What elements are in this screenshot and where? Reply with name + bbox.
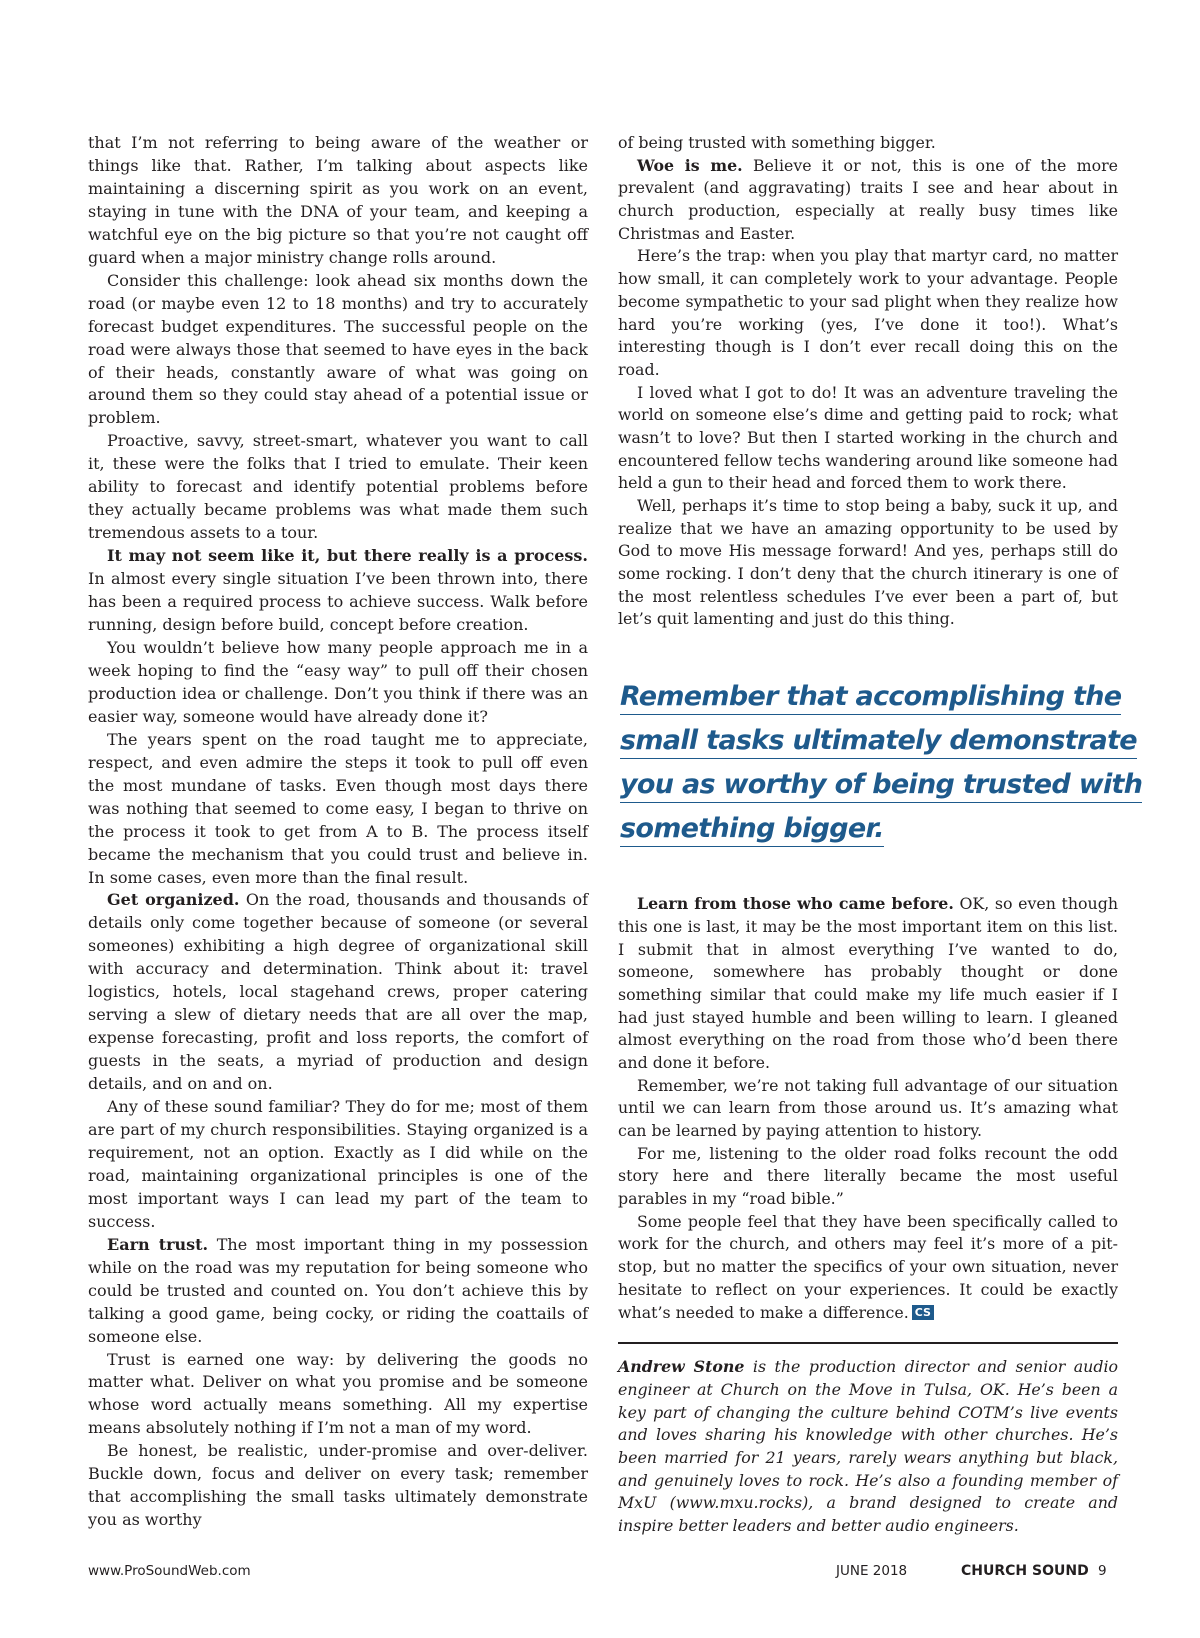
- left-column: [88, 132, 588, 1532]
- author-bio: Andrew Stone is the production director and senior audio engineer at Church on the Move in Tulsa, OK. He’s been a key part of changing the culture behind COTM’s live events and loves sharing his knowledge with other churches. He’s been married for 21 years, rarely wears anything but black, and genuinely loves to rock. He’s also a founding member of MxU (www.mxu.rocks), a brand designed to create and inspire better leaders and better audio engineers.: [618, 1357, 1119, 1535]
- paragraph: The years spent on the road taught me to appreciate, respect, and even admire the steps it took to pull off even the most mundane of tasks. Even though most days there was nothing that seemed to come easy, I began to thrive on the process it took to get from A to B. The process itself became the mechanism that you could trust and believe in. In some cases, even more than the final result.: [88, 729, 588, 887]
- paragraph: Be honest, be realistic, under-promise and over-deliver. Buckle down, focus and deliver on every task; remember that accomplishing the small tasks ultimately demonstrate you as worthy: [88, 1441, 588, 1530]
- spacer: [618, 631, 1118, 665]
- paragraph: I loved what I got to do! It was an adventure traveling the world on someone else’s dime and getting paid to rock; what wasn’t to love? But then I started working in the church and encountered fellow techs wandering around like someone had held a gun to their head and forced them to work there.: [618, 382, 1118, 493]
- paragraph: Any of these sound familiar? They do for me; most of them are part of my church responsibilities. Staying organized is a requirement, not an option. Exactly as I did while on the road, maintaining organizational principles is one of the most important ways I can lead my part of the team to success.: [88, 1097, 588, 1231]
- section-heading: Get organized.: [107, 890, 240, 910]
- section-paragraph-woe: Woe is me. Believe it or not, this is one of the more prevalent (and aggravating) traits I see and hear about in church production, especially at really busy times like Christmas and Easter.: [618, 155, 1118, 243]
- paragraph: Proactive, savvy, street-smart, whatever you want to call it, these were the folks that I tried to emulate. Their keen ability to forecast and identify potential problems before they actually became problems was what made them such tremendous assets to a tour.: [88, 431, 588, 543]
- section-paragraph-process: It may not seem like it, but there really is a process. In almost every single situation I’ve been thrown into, there has been a required process to achieve success. Walk before running, design before build, concept before creation.: [88, 546, 588, 635]
- bio-divider: [618, 1342, 1118, 1344]
- paragraph: Consider this challenge: look ahead six months down the road (or maybe even 12 to 18 months) and try to accurately forecast budget expenditures. The successful people on the road were always those that seemed to have eyes in the back of their heads, constantly aware of what was going on around them so they could stay ahead of a potential issue or problem.: [88, 270, 588, 428]
- pull-quote-line: small tasks ultimately demonstrate: [620, 724, 1137, 759]
- footer-url: www.ProSoundWeb.com: [88, 1563, 251, 1579]
- pull-quote-line: Remember that accomplishing the: [620, 680, 1121, 715]
- paragraph: For me, listening to the older road folks recount the odd story here and there literally became the most useful parables in my “road bible.”: [618, 1143, 1118, 1209]
- paragraph: that I’m not referring to being aware of the weather or things like that. Rather, I’m talking about aspects like maintaining a discerning spirit as you work on an event, staying in tune with the DNA of your team, and keeping a watchful eye on the big picture so that you’re not caught off guard when a major ministry change rolls around.: [88, 133, 588, 267]
- paragraph: Trust is earned one way: by delivering the goods no matter what. Deliver on what you promise and be someone whose word actually means something. All my expertise means absolutely nothing if I’m not a man of my word.: [88, 1349, 588, 1438]
- end-mark-icon: CS: [912, 1305, 934, 1320]
- paragraph: Here’s the trap: when you play that martyr card, no matter how small, it can completely work to your advantage. People become sympathetic to your sad plight when they realize how hard you’re working (yes, I’ve done it too!). What’s interesting though is I don’t ever recall doing this on the road.: [618, 246, 1118, 379]
- paragraph: of being trusted with something bigger.: [618, 133, 936, 152]
- section-heading: It may not seem like it, but there really is a process.: [107, 546, 588, 566]
- right-column: [618, 132, 1143, 1538]
- section-paragraph-learn: Learn from those who came before. OK, so even though this one is last, it may be the most important item on this list. I submit that in almost everything I’ve wanted to do, someone, somewhere has probably thought or done something similar that could make my life much easier if I had just stayed humble and been willing to learn. I gleaned almost everything on the road from those who’d been there and done it before.: [618, 894, 1119, 1072]
- section-heading: Earn trust.: [107, 1234, 209, 1254]
- paragraph: Well, perhaps it’s time to stop being a baby, suck it up, and realize that we have an amazing opportunity to be used by God to move His message forward! And yes, perhaps still do some rocking. I don’t deny that the church itinerary is one of the most relentless schedules I’ve ever been a part of, but let’s quit lamenting and just do this thing.: [618, 496, 1118, 629]
- pull-quote-line: you as worthy of being trusted with: [620, 768, 1142, 803]
- section-paragraph-trust: Earn trust. The most important thing in my possession while on the road was my reputation for being someone who could be trusted and counted on. You don’t achieve this by talking a good game, being cocky, or riding the coattails of someone else.: [88, 1234, 589, 1346]
- footer-magazine-title: CHURCH SOUND: [961, 1563, 1089, 1579]
- pull-quote: [618, 665, 1143, 893]
- page-number: 9: [1098, 1563, 1107, 1579]
- paragraph: Remember, we’re not taking full advantage of our situation until we can learn from those around us. It’s amazing what can be learned by paying attention to history.: [618, 1075, 1118, 1140]
- author-name: Andrew Stone: [618, 1357, 745, 1377]
- final-paragraph: Some people feel that they have been specifically called to work for the church, and others may feel it’s more of a pit-stop, but no matter the specifics of your own situation, never hesitate to reflect on your experiences. It could be exactly what’s needed to make a difference. CS: [618, 1211, 1118, 1322]
- pull-quote-line: something bigger.: [620, 812, 884, 847]
- paragraph: You wouldn’t believe how many people approach me in a week hoping to find the “easy way” to pull off their chosen production idea or challenge. Don’t you think if there was an easier way, someone would have already done it?: [88, 637, 588, 726]
- footer-date: JUNE 2018: [836, 1563, 908, 1579]
- section-heading: Woe is me.: [637, 155, 743, 175]
- section-heading: Learn from those who came before.: [637, 894, 954, 914]
- section-paragraph-organized: Get organized. On the road, thousands and thousands of details only come together because of someone (or several someones) exhibiting a high degree of organizational skill with accuracy and determination. Think about it: travel logistics, hotels, local stagehand crews, proper catering serving a slew of dietary needs that are all over the map, expense forecasting, profit and loss reports, the comfort of guests in the seats, a myriad of production and design details, and on and on.: [88, 890, 588, 1094]
